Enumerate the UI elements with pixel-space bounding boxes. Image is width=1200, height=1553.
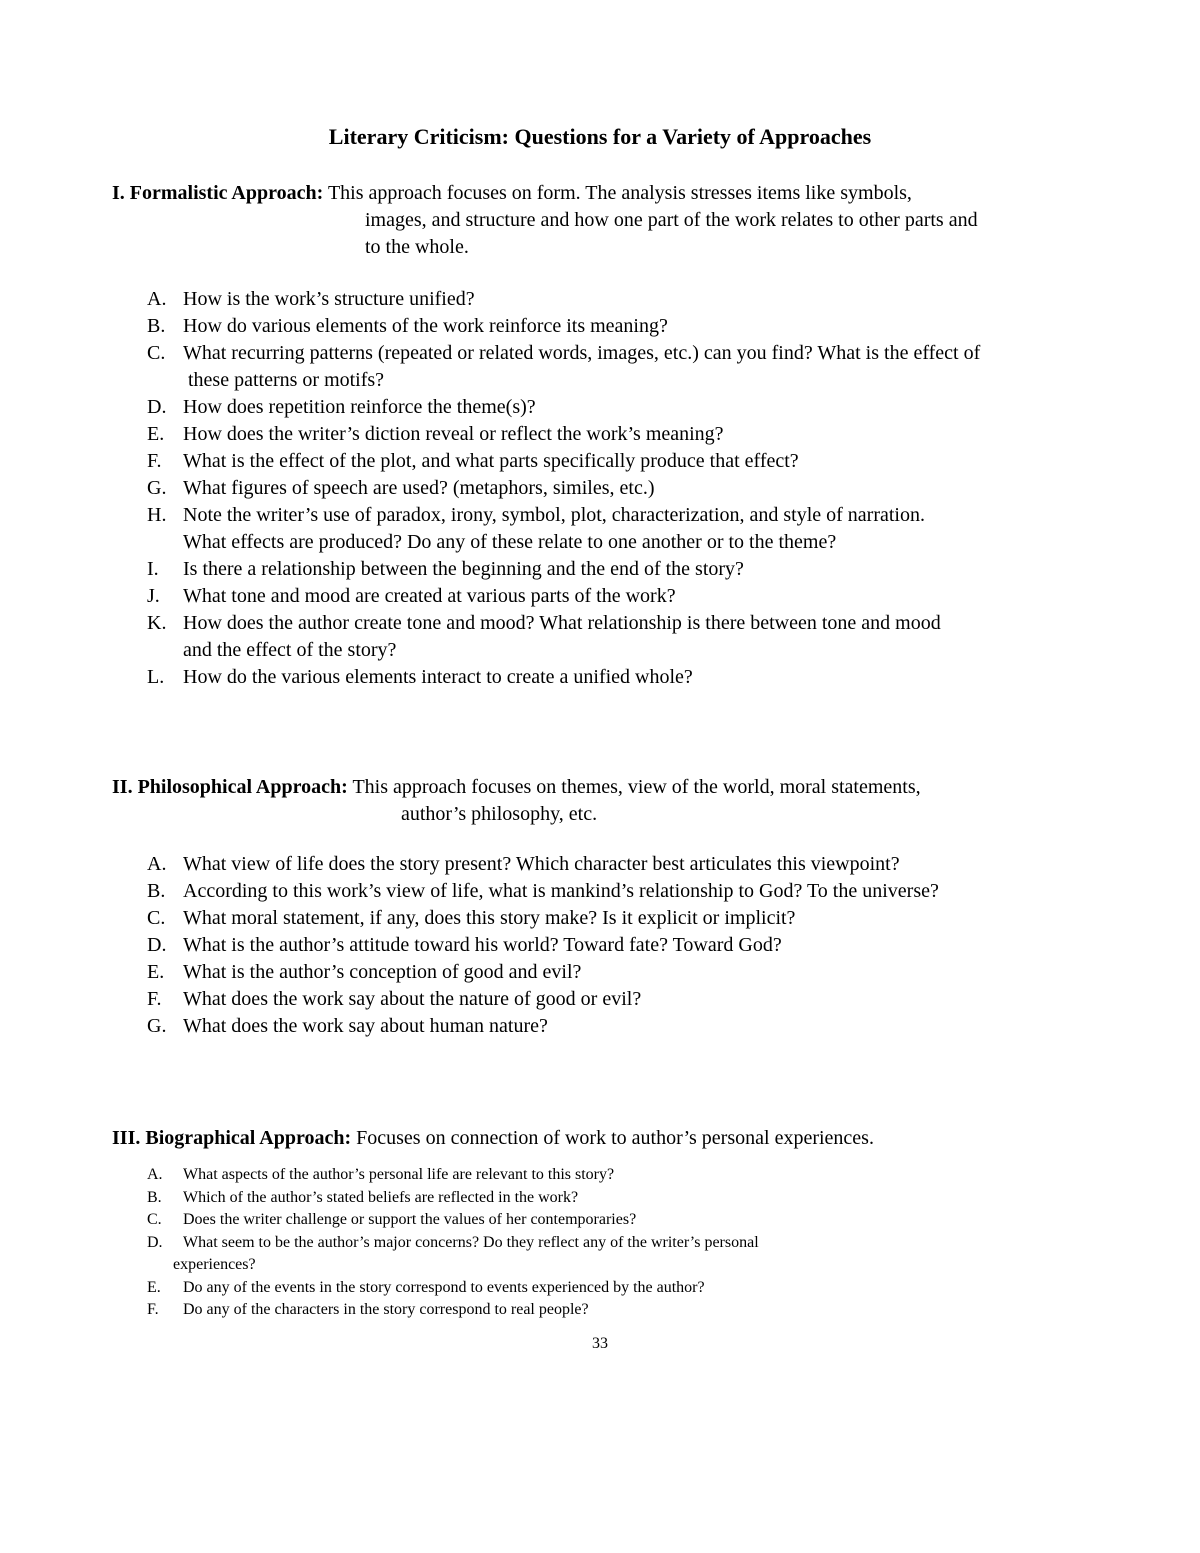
question-item [112, 1277, 1152, 1300]
question-text: Is there a relationship between the beginning and the end of the story? [183, 558, 744, 580]
question-letter: D. [147, 396, 167, 418]
question-text: What figures of speech are used? (metaphors, similes, etc.) [183, 477, 655, 499]
question-list [112, 851, 1152, 1040]
question-item [112, 851, 1152, 878]
question-item [112, 932, 1152, 959]
question-letter: K. [147, 612, 167, 634]
question-letter: E. [147, 1278, 161, 1296]
page-number: 33 [592, 1335, 608, 1352]
question-text: What moral statement, if any, does this story make? Is it explicit or implicit? [183, 907, 796, 929]
question-letter: C. [147, 342, 166, 364]
section-biographical [112, 1125, 1152, 1322]
question-text: What recurring patterns (repeated or related words, images, etc.) can you find? What is the effect of [183, 342, 981, 364]
section-heading [112, 180, 1152, 207]
question-letter: H. [147, 504, 167, 526]
question-item [112, 394, 1152, 421]
question-text: What tone and mood are created at various parts of the work? [183, 585, 676, 607]
question-letter: E. [147, 961, 165, 983]
section-heading [112, 774, 1152, 801]
question-item [112, 313, 1152, 340]
question-item [112, 475, 1152, 502]
question-text: How do various elements of the work reinforce its meaning? [183, 315, 668, 337]
section-description: This approach focuses on form. The analysis stresses items like symbols, [327, 182, 912, 204]
question-text: How does the writer’s diction reveal or reflect the work’s meaning? [183, 423, 724, 445]
question-letter: F. [147, 450, 162, 472]
question-letter: C. [147, 1211, 162, 1228]
question-letter: A. [147, 853, 167, 875]
question-text: What aspects of the author’s personal life are relevant to this story? [183, 1166, 615, 1183]
page-title: Literary Criticism: Questions for a Variety of Approaches [328, 124, 872, 149]
question-item [112, 986, 1152, 1013]
question-text: What does the work say about the nature of good or evil? [183, 988, 642, 1010]
question-text-continued: What effects are produced? Do any of these relate to one another or to the theme? [183, 531, 837, 553]
question-item [112, 905, 1152, 932]
question-text: According to this work’s view of life, what is mankind’s relationship to God? To the universe? [183, 880, 939, 902]
question-list [112, 1164, 1152, 1322]
question-item [112, 502, 1152, 556]
section-label: I. Formalistic Approach: [112, 182, 324, 204]
question-letter: B. [147, 1188, 162, 1206]
question-letter: C. [147, 907, 166, 929]
question-letter: A. [147, 1166, 163, 1183]
section-label: III. Biographical Approach: [112, 1127, 352, 1149]
question-text: Do any of the events in the story correspond to events experienced by the author? [183, 1278, 705, 1296]
question-letter: G. [147, 1015, 167, 1037]
section-description: This approach focuses on themes, view of the world, moral statements, [352, 776, 921, 798]
question-item [112, 556, 1152, 583]
section-label: II. Philosophical Approach: [112, 776, 348, 798]
question-item [112, 959, 1152, 986]
question-item [112, 664, 1152, 691]
section-description: Focuses on connection of work to author’s personal experiences. [356, 1127, 874, 1149]
question-letter: B. [147, 315, 166, 337]
question-item [112, 583, 1152, 610]
question-text-continued: experiences? [173, 1256, 256, 1273]
question-letter: L. [147, 666, 165, 688]
question-letter: A. [147, 288, 167, 310]
question-text: Which of the author’s stated beliefs are reflected in the work? [183, 1188, 579, 1206]
question-item [112, 286, 1152, 313]
question-text-continued: these patterns or motifs? [188, 369, 385, 391]
question-item [112, 340, 1152, 394]
question-text: What does the work say about human nature? [183, 1015, 548, 1037]
question-item [112, 1187, 1152, 1210]
question-text: How is the work’s structure unified? [183, 288, 475, 310]
question-text: Do any of the characters in the story correspond to real people? [183, 1301, 589, 1318]
section-heading [112, 1125, 1152, 1152]
question-text-continued: and the effect of the story? [183, 639, 397, 661]
question-text: What is the effect of the plot, and what parts specifically produce that effect? [183, 450, 799, 472]
question-letter: G. [147, 477, 167, 499]
question-text: Does the writer challenge or support the values of her contemporaries? [183, 1211, 637, 1228]
question-item [112, 421, 1152, 448]
question-letter: I. [147, 558, 159, 580]
question-text: What seem to be the author’s major concerns? Do they reflect any of the writer’s personal [183, 1233, 759, 1251]
question-item [112, 1164, 1152, 1187]
question-text: How do the various elements interact to create a unified whole? [183, 666, 693, 688]
question-list [112, 286, 1152, 691]
question-text: What is the author’s conception of good and evil? [183, 961, 582, 983]
section-philosophical [112, 774, 1152, 1040]
question-item [112, 448, 1152, 475]
question-item [112, 1232, 1152, 1277]
section-formalistic [112, 180, 1152, 691]
question-text: How does the author create tone and mood? What relationship is there between tone and mood [183, 612, 941, 634]
question-letter: J. [147, 585, 160, 607]
question-text: How does repetition reinforce the theme(s)? [183, 396, 536, 418]
question-item [112, 878, 1152, 905]
question-letter: E. [147, 423, 165, 445]
question-item [112, 1299, 1152, 1322]
question-text: What is the author’s attitude toward his world? Toward fate? Toward God? [183, 934, 782, 956]
section-description-continued: author’s philosophy, etc. [401, 803, 598, 825]
question-letter: D. [147, 934, 167, 956]
section-description-continued: images, and structure and how one part of the work relates to other parts and [365, 209, 978, 231]
question-text: What view of life does the story present? Which character best articulates this viewpoint? [183, 853, 900, 875]
question-letter: D. [147, 1233, 163, 1251]
question-letter: F. [147, 988, 162, 1010]
question-letter: F. [147, 1301, 159, 1318]
question-item [112, 1209, 1152, 1232]
question-letter: B. [147, 880, 166, 902]
question-item [112, 610, 1152, 664]
question-text: Note the writer’s use of paradox, irony, symbol, plot, characterization, and style of narration. [183, 504, 925, 526]
question-item [112, 1013, 1152, 1040]
section-description-continued: to the whole. [365, 236, 469, 258]
